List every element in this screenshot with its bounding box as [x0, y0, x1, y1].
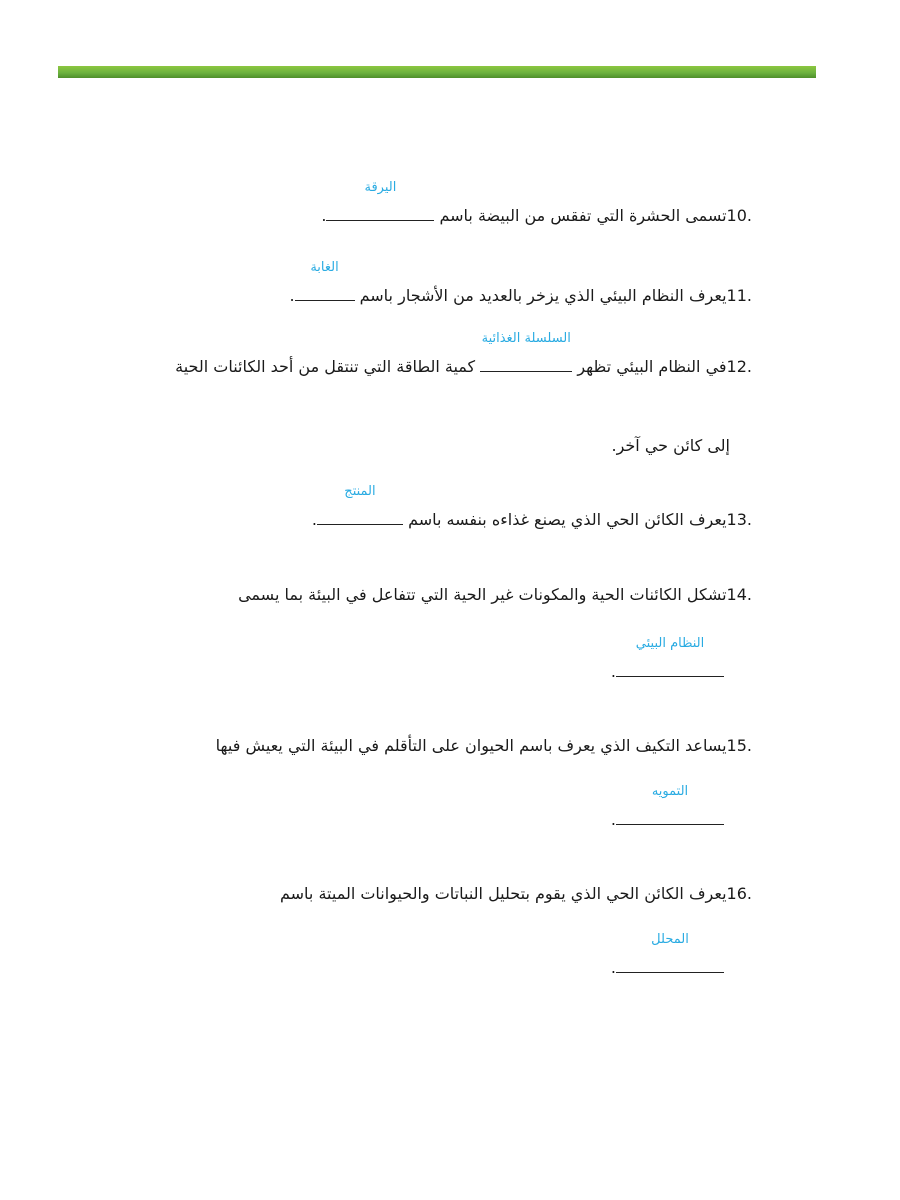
answer-blank[interactable]	[616, 932, 724, 973]
question-end: .	[610, 810, 616, 829]
question-14	[238, 585, 752, 605]
question-11	[289, 260, 752, 306]
question-number: 16.	[726, 884, 752, 903]
question-10	[321, 180, 752, 226]
answer-text: الغابة	[310, 260, 339, 275]
question-14-blank-line	[610, 636, 724, 682]
question-12	[175, 331, 752, 377]
question-text: يساعد التكيف الذي يعرف باسم الحيوان على التأقلم في البيئة التي يعيش فيها	[215, 736, 727, 755]
question-text: تشكل الكائنات الحية والمكونات غير الحية التي تتفاعل في البيئة بما يسمى	[238, 585, 727, 604]
question-number: 10.	[726, 206, 752, 225]
answer-text: النظام البيئي	[635, 636, 705, 651]
question-end: .	[289, 286, 295, 305]
question-12-continuation	[611, 436, 730, 456]
question-end: .	[321, 206, 327, 225]
answer-blank[interactable]	[295, 260, 355, 301]
answer-blank[interactable]	[616, 636, 724, 677]
question-16	[280, 884, 752, 904]
answer-blank[interactable]	[616, 784, 724, 825]
question-15	[216, 736, 752, 756]
question-text-before: في النظام البيئي تظهر	[577, 357, 727, 376]
answer-blank[interactable]	[480, 331, 572, 372]
question-text-continuation: إلى كائن حي آخر.	[611, 436, 730, 455]
question-number: 15.	[726, 736, 752, 755]
answer-text: السلسلة الغذائية	[481, 331, 571, 346]
question-end: .	[311, 510, 317, 529]
question-number: 14.	[726, 585, 752, 604]
answer-text: المحلل	[651, 932, 689, 947]
question-15-blank-line	[610, 784, 724, 830]
question-13	[311, 484, 752, 530]
question-number: 12.	[726, 357, 752, 376]
answer-text: التمويه	[651, 784, 689, 799]
question-text: يعرف الكائن الحي الذي يصنع غذاءه بنفسه باسم	[408, 510, 727, 529]
question-end: .	[610, 662, 616, 681]
question-number: 13.	[726, 510, 752, 529]
question-text-after: كمية الطاقة التي تنتقل من أحد الكائنات الحية	[175, 357, 476, 376]
question-text: تسمى الحشرة التي تفقس من البيضة باسم	[439, 206, 727, 225]
header-divider-bar	[58, 66, 816, 78]
answer-text: المنتج	[344, 484, 376, 499]
question-text: يعرف الكائن الحي الذي يقوم بتحليل النباتات والحيوانات الميتة باسم	[279, 884, 727, 903]
answer-blank[interactable]	[326, 180, 434, 221]
answer-text: اليرقة	[364, 180, 397, 195]
answer-blank[interactable]	[317, 484, 403, 525]
question-end: .	[610, 958, 616, 977]
question-16-blank-line	[610, 932, 724, 978]
question-number: 11.	[726, 286, 752, 305]
question-text: يعرف النظام البيئي الذي يزخر بالعديد من الأشجار باسم	[359, 286, 727, 305]
